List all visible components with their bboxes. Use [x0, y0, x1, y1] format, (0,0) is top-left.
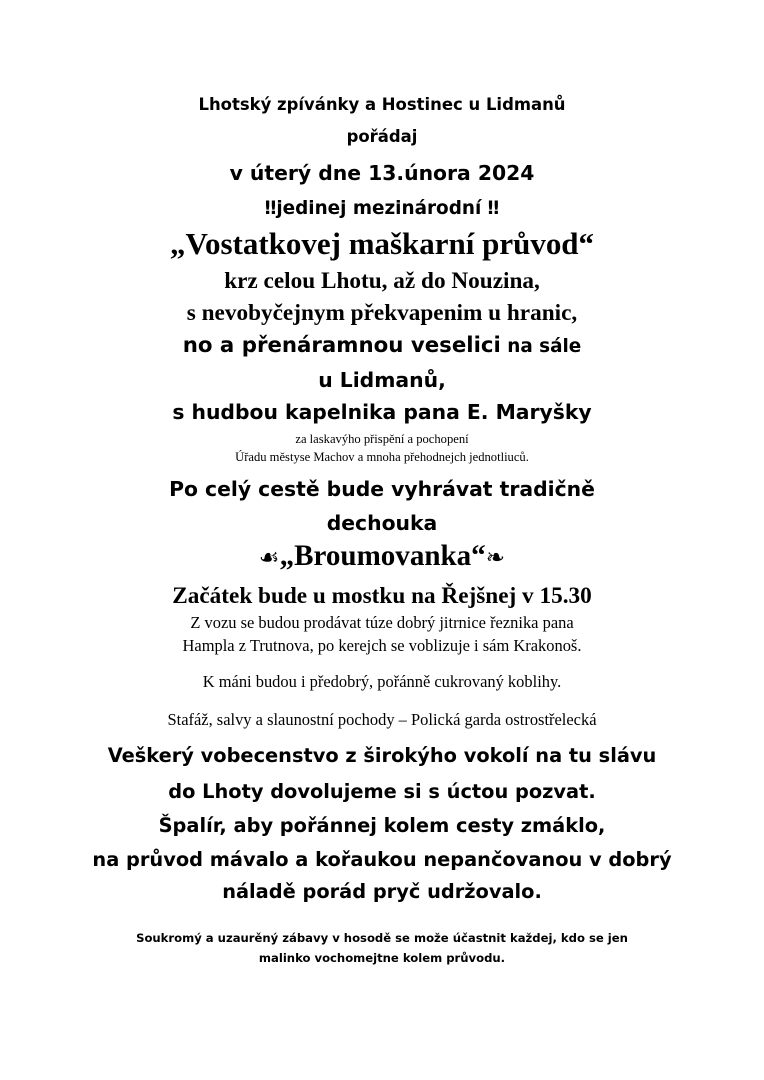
party-hall-text: na sále [500, 336, 582, 357]
band-name: „Broumovanka“ [279, 540, 486, 572]
unique-line: ‼jedinej mezinárodní ‼ [264, 198, 500, 219]
thanks-line-1: za laskavýho přispění a pochopení [295, 432, 469, 446]
brass-line-1: Po celý cestě bude vyhrávat tradičně [169, 477, 595, 501]
guard-line: Stafáž, salvy a slaunostní pochody – Polická garda ostrostřelecká [167, 710, 597, 729]
donuts-line: K máni budou i předobrý, pořánně cukrovaný koblihy. [202, 672, 562, 691]
party-line [0, 333, 764, 358]
party-main-text: no a přenáramnou veselici [182, 333, 501, 358]
date-line: v úterý dne 13.února 2024 [229, 161, 535, 185]
party-venue-line: u Lidmanů, [318, 368, 446, 392]
floral-heart-right-icon: ❧ [485, 545, 506, 571]
food-line-2: Hampla z Trutnova, po kerejch se voblizuje i sám Krakonoš. [182, 636, 582, 655]
note-line-1: Soukromý a uzaurěný zábavy v hosodě se može účastnit každej, kdo se jen [136, 931, 628, 945]
thanks-line-2: Úřadu městyse Machov a mnoha přehodnejch jednotliuců. [235, 450, 529, 464]
brass-line-2: dechouka [326, 511, 438, 535]
start-line: Začátek bude u mostku na Řejšnej v 15.30 [172, 583, 592, 609]
route-line-1: krz celou Lhotu, až do Nouzina, [224, 268, 540, 294]
music-line: s hudbou kapelnika pana E. Maryšky [172, 400, 592, 424]
invite-line-5: náladě porád pryč udržovalo. [222, 880, 542, 903]
note-line-2: malinko vochomejtne kolem průvodu. [258, 951, 506, 965]
food-line-1: Z vozu se budou prodávat túze dobrý jitrnice řeznika pana [190, 613, 574, 632]
floral-heart-left-icon: ☙ [258, 545, 280, 571]
invite-line-4: na průvod mávalo a kořaukou nepančovanou v dobrý [92, 848, 672, 871]
organizers-line: Lhotský zpívánky a Hostinec u Lidmanů [198, 95, 566, 114]
invite-line-3: Špalír, aby pořánnej kolem cesty zmáklo, [158, 814, 606, 837]
invite-line-1: Veškerý vobecenstvo z širokýho vokolí na tu slávu [107, 744, 657, 767]
event-title: „Vostatkovej maškarní průvod“ [169, 226, 595, 261]
band-line [0, 540, 764, 573]
invite-line-2: do Lhoty dovolujeme si s úctou pozvat. [168, 780, 596, 803]
organize-verb-line: pořádaj [346, 127, 418, 146]
route-line-2: s nevobyčejnym překvapenim u hranic, [186, 300, 578, 326]
